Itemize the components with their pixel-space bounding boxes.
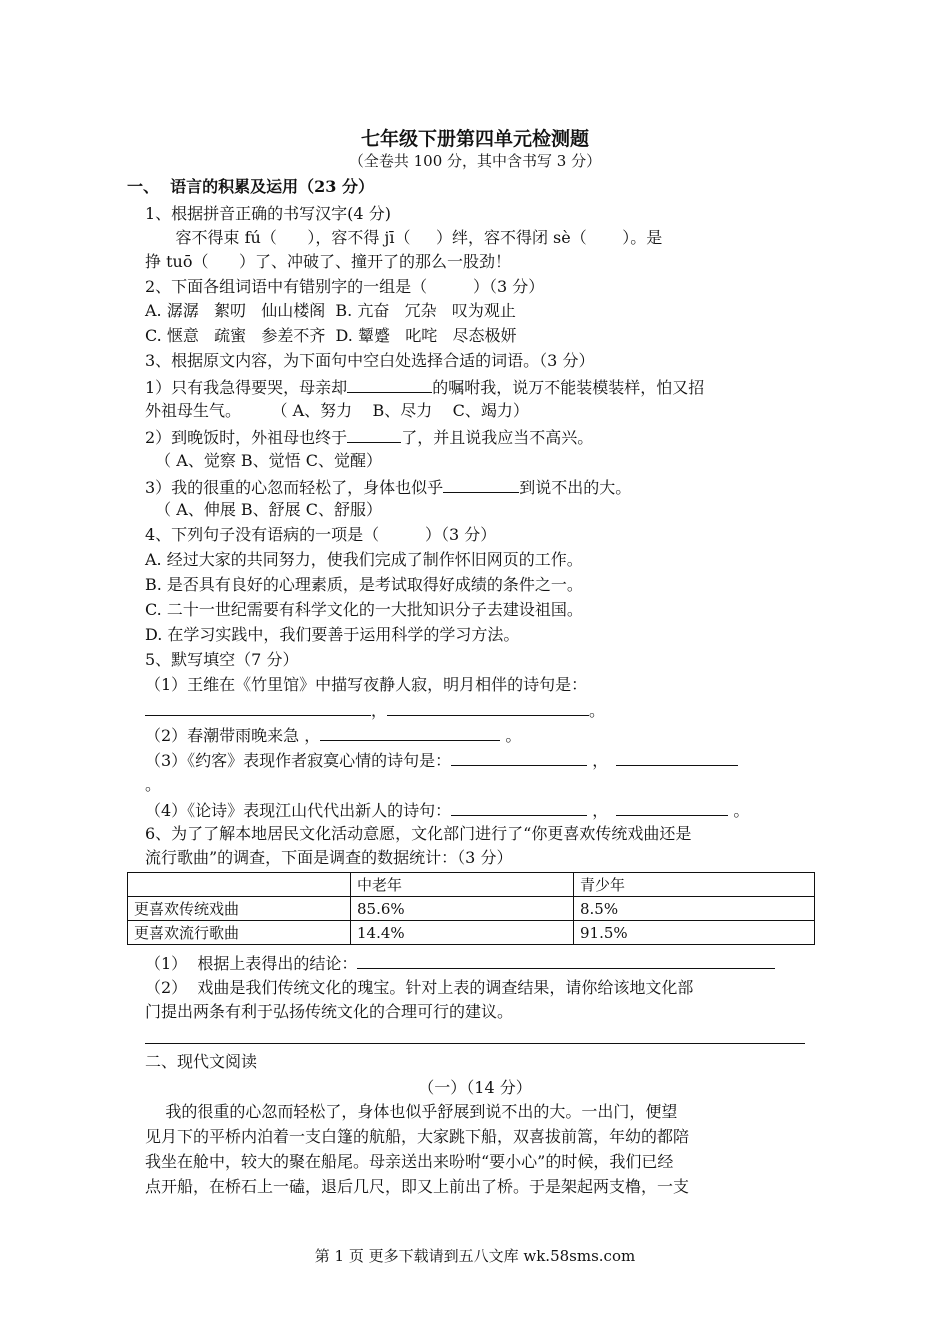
section2-heading: 二、现代文阅读 [145, 1052, 258, 1071]
q5-p4-blank-2[interactable] [616, 799, 728, 816]
section1-heading: 一、 语言的积累及运用（23 分） [127, 177, 374, 196]
q5-part4 [145, 799, 749, 822]
q3-s2-blank[interactable] [347, 426, 401, 443]
q3-sentence-2 [145, 426, 593, 449]
q4-option-a: A. 经过大家的共同努力，使我们完成了制作怀旧网页的工作。 [145, 550, 583, 569]
q2-options-ab: A. 潺潺 絮叨 仙山楼阁 B. 亢奋 冗杂 叹为观止 [145, 301, 516, 320]
q6-sub2-line2: 门提出两条有利于弘扬传统文化的合理可行的建议。 [145, 1002, 514, 1021]
q5-p1-comma: ， [371, 701, 388, 720]
q4-option-c: C. 二十一世纪需要有科学文化的一大批知识分子去建设祖国。 [145, 600, 583, 619]
survey-table [127, 872, 815, 945]
q3-sentence-1 [145, 376, 704, 399]
q6-stem-line1: 6、为了了解本地居民文化活动意愿，文化部门进行了“你更喜欢传统戏曲还是 [145, 824, 692, 843]
table-cell: 8.5% [574, 897, 815, 921]
q1-line2: 挣 tuō（ ）了、冲破了、撞开了的那么一股劲！ [145, 252, 511, 271]
q5-p3-text: （3）《约客》表现作者寂寞心情的诗句是： [145, 751, 452, 770]
q5-p3-blank-2[interactable] [616, 749, 738, 766]
q3-s2-pre: 2）到晚饭时，外祖母也终于 [145, 428, 348, 447]
table-cell: 85.6% [351, 897, 574, 921]
q3-stem: 3、根据原文内容，为下面句中空白处选择合适的词语。（3 分） [145, 351, 595, 370]
q5-p3-end: 。 [145, 775, 162, 794]
q2-stem: 2、下面各组词语中有错别字的一组是（ ）（3 分） [145, 277, 545, 296]
q1-line1: 容不得束 fú（ ），容不得 jī（ ）绊，容不得闭 sè（ ）。是 [145, 228, 663, 247]
q5-stem: 5、默写填空（7 分） [145, 650, 299, 669]
q6-sub1-blank[interactable] [357, 952, 775, 969]
q3-s1-post: 的嘱咐我，说万不能装模装样，怕又招 [432, 378, 705, 397]
passage-line: 我的很重的心忽而轻松了，身体也似乎舒展到说不出的大。一出门，便望 [145, 1102, 678, 1121]
table-cell: 91.5% [574, 921, 815, 945]
q3-s3-pre: 3）我的很重的心忽而轻松了，身体也似乎 [145, 478, 444, 497]
q5-p1-blank-2[interactable] [387, 699, 589, 716]
q6-sub2-line1: （2） 戏曲是我们传统文化的瑰宝。针对上表的调查结果，请你给该地文化部 [145, 978, 694, 997]
q5-p4-text: （4）《论诗》表现江山代代出新人的诗句： [145, 801, 452, 820]
q3-s2-options: （ A、觉察 B、觉悟 C、觉醒） [145, 451, 382, 470]
q3-sentence-3 [145, 476, 631, 499]
q5-p4-end: 。 [728, 801, 750, 820]
answer-line[interactable] [145, 1043, 805, 1044]
q3-s2-post: 了，并且说我应当不高兴。 [401, 428, 594, 447]
q1-stem: 1、根据拼音正确的书写汉字(4 分) [145, 204, 391, 223]
q4-stem: 4、下列句子没有语病的一项是（ ）（3 分） [145, 525, 497, 544]
q3-s1-blank[interactable] [347, 376, 432, 393]
q3-s1-pre: 1）只有我急得要哭，母亲却 [145, 378, 348, 397]
q3-s1-line2: 外祖母生气。 （ A、努力 B、尽力 C、竭力） [145, 401, 529, 420]
q3-s3-post: 到说不出的大。 [519, 478, 632, 497]
page-subtitle: （全卷共 100 分，其中含书写 3 分） [348, 152, 602, 170]
table-cell: 14.4% [351, 921, 574, 945]
q5-part3 [145, 749, 738, 772]
q5-p2-blank[interactable] [320, 724, 500, 741]
q6-sub1-text: （1） 根据上表得出的结论： [145, 954, 358, 973]
q4-option-b: B. 是否具有良好的心理素质，是考试取得好成绩的条件之一。 [145, 575, 583, 594]
q5-p3-comma: ， [587, 751, 609, 770]
page-title: 七年级下册第四单元检测题 [360, 128, 589, 150]
q5-p2-text: （2）春潮带雨晚来急 ， [145, 726, 321, 745]
q2-options-cd: C. 惬意 疏蜜 参差不齐 D. 颦蹙 叱咤 尽态极妍 [145, 326, 517, 345]
reading-part-title: （一）（14 分） [418, 1078, 532, 1097]
q5-p4-blank-1[interactable] [451, 799, 587, 816]
q5-part2 [145, 724, 521, 747]
table-cell: 更喜欢传统戏曲 [128, 897, 351, 921]
table-cell: 青少年 [574, 873, 815, 897]
q5-p1-blank-1[interactable] [145, 699, 371, 716]
q5-p2-end: 。 [500, 726, 522, 745]
q6-sub1 [145, 952, 775, 975]
passage-line: 点开船，在桥石上一磕，退后几尺，即又上前出了桥。于是架起两支橹，一支 [145, 1177, 690, 1196]
table-cell [128, 873, 351, 897]
q5-p4-comma: ， [587, 801, 609, 820]
table-cell: 更喜欢流行歌曲 [128, 921, 351, 945]
passage-line: 见月下的平桥内泊着一支白篷的航船，大家跳下船，双喜拔前篙，年幼的都陪 [145, 1127, 690, 1146]
table-header-row [128, 873, 815, 897]
q5-part1: （1）王维在《竹里馆》中描写夜静人寂，明月相伴的诗句是： [145, 675, 588, 694]
passage-line: 我坐在舱中，较大的聚在船尾。母亲送出来吩咐“要小心”的时候，我们已经 [145, 1152, 674, 1171]
q5-p1-end: 。 [589, 701, 606, 720]
table-cell: 中老年 [351, 873, 574, 897]
page-footer: 第 1 页 更多下载请到五八文库 wk.58sms.com [314, 1247, 636, 1265]
q5-p3-blank-1[interactable] [451, 749, 587, 766]
q3-s3-options: （ A、伸展 B、舒展 C、舒服） [145, 500, 382, 519]
q6-stem-line2: 流行歌曲”的调查，下面是调查的数据统计：（3 分） [145, 848, 513, 867]
q4-option-d: D. 在学习实践中，我们要善于运用科学的学习方法。 [145, 625, 520, 644]
q3-s3-blank[interactable] [443, 476, 519, 493]
table-row [128, 921, 815, 945]
table-row [128, 897, 815, 921]
q5-part1-blanks [145, 699, 605, 722]
